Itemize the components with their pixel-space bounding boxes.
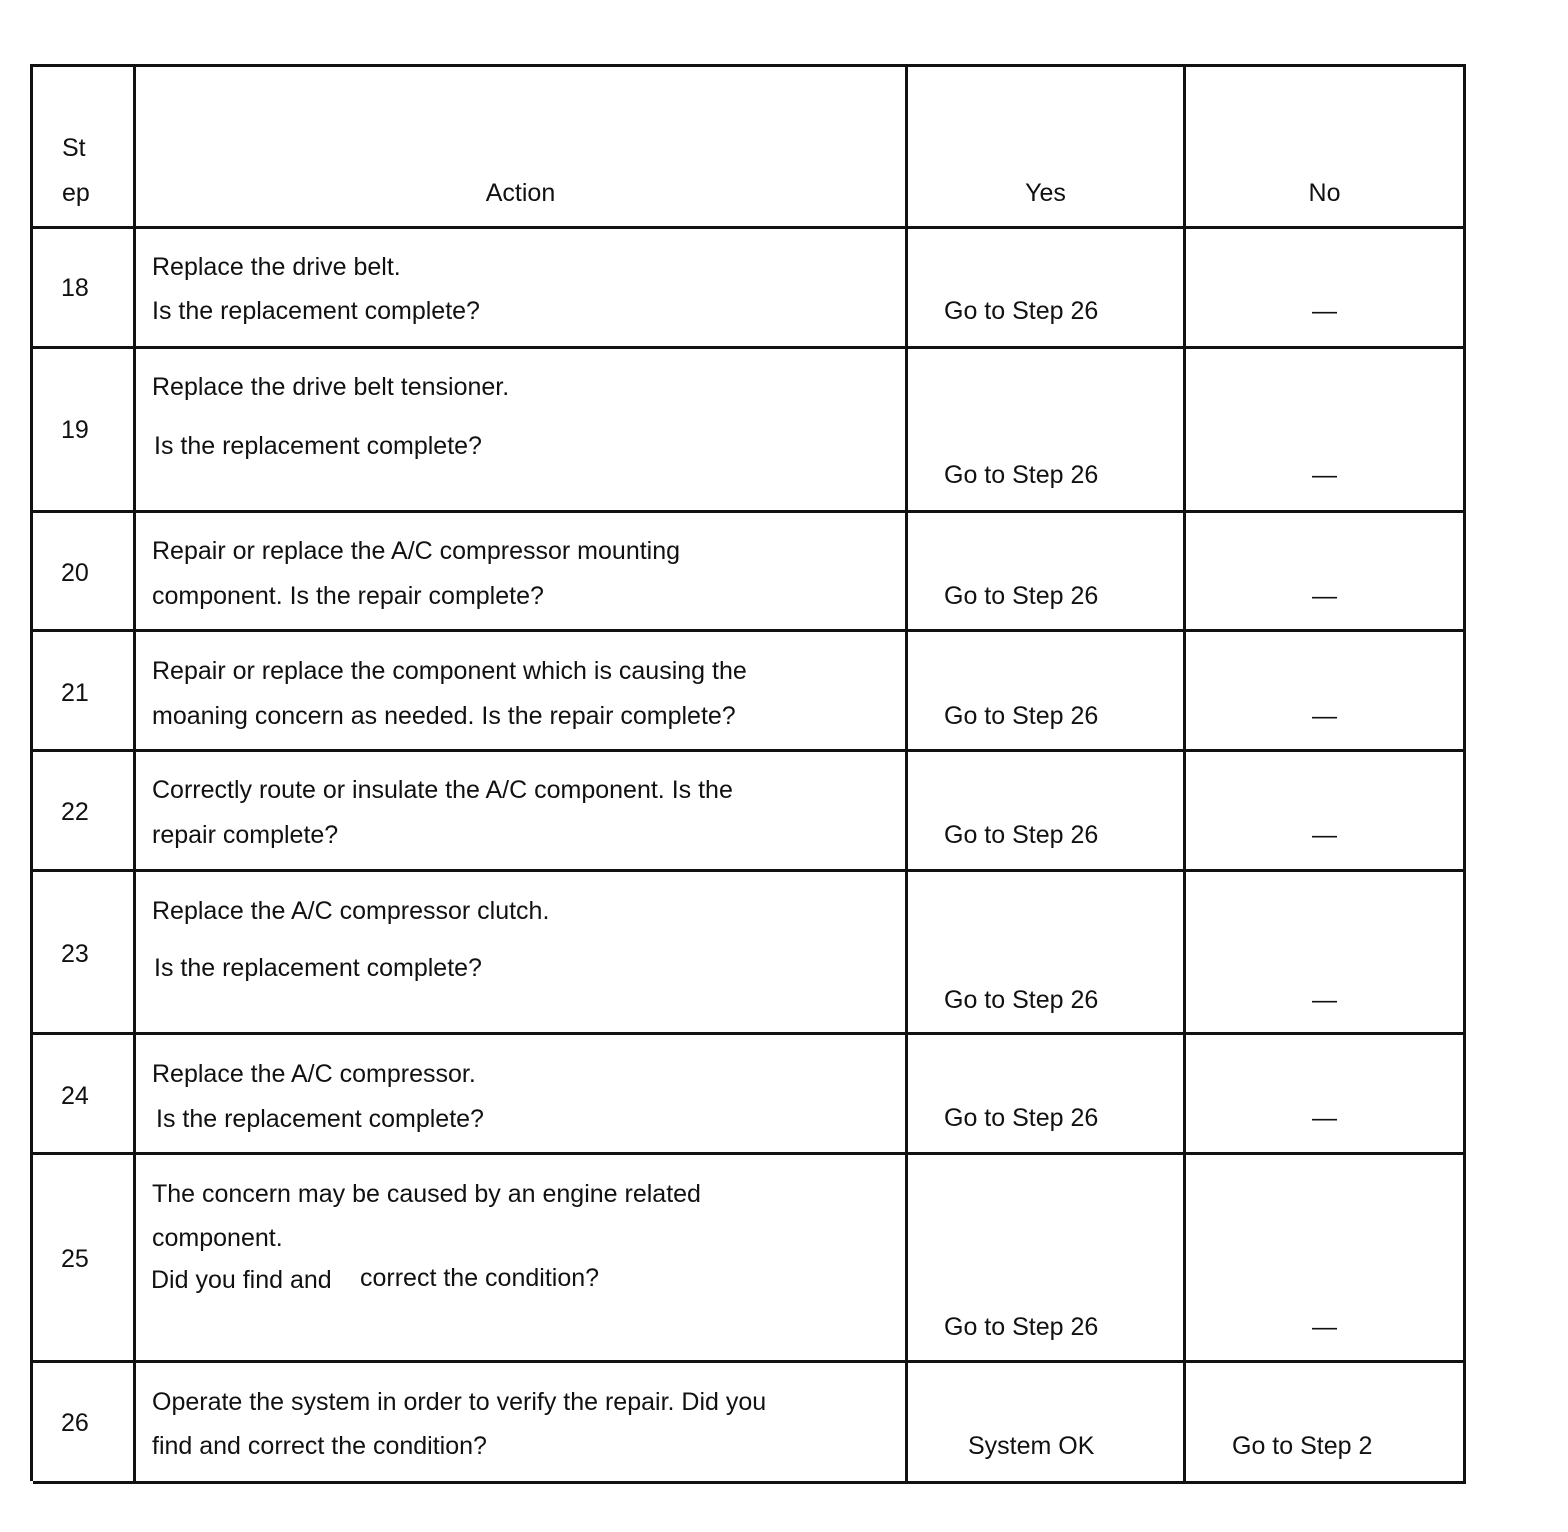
action-text-line: Is the replacement complete? — [152, 297, 480, 325]
no-cell — [1186, 1363, 1466, 1484]
action-text-line: Repair or replace the A/C compressor mounting — [152, 537, 681, 565]
step-number: 25 — [61, 1245, 89, 1273]
header-step-cell — [33, 67, 136, 229]
no-cell — [1186, 229, 1466, 349]
yes-result: Go to Step 26 — [944, 1104, 1099, 1132]
step-cell — [33, 752, 136, 872]
yes-cell — [908, 513, 1186, 632]
yes-result: Go to Step 26 — [944, 582, 1099, 610]
header-step-label-line1: St — [62, 134, 86, 162]
action-text-line: Operate the system in order to verify the repair. Did you — [152, 1388, 767, 1416]
action-text-line: find and correct the condition? — [152, 1432, 487, 1460]
no-result: — — [1312, 821, 1337, 849]
yes-cell — [908, 1363, 1186, 1484]
action-text-line: Is the replacement complete? — [154, 432, 482, 460]
step-number: 21 — [61, 679, 89, 707]
no-result: — — [1312, 582, 1337, 610]
action-text-line: Is the replacement complete? — [156, 1105, 484, 1133]
step-cell — [33, 1363, 136, 1484]
action-text-line: Did you find and — [151, 1266, 332, 1294]
no-cell — [1186, 513, 1466, 632]
action-cell — [136, 229, 908, 349]
step-cell — [33, 1035, 136, 1155]
step-cell — [33, 1155, 136, 1363]
action-text-line: Replace the drive belt tensioner. — [152, 373, 510, 401]
action-text-line: component. Is the repair complete? — [152, 582, 544, 610]
header-no-label: No — [1308, 179, 1341, 207]
step-number: 20 — [61, 559, 89, 587]
header-action-label: Action — [485, 179, 556, 207]
action-text-line: Replace the drive belt. — [152, 253, 401, 281]
step-number: 22 — [61, 798, 89, 826]
no-result: — — [1312, 1104, 1337, 1132]
no-result: Go to Step 2 — [1232, 1432, 1373, 1460]
header-yes-cell — [908, 67, 1186, 229]
action-cell — [136, 349, 908, 513]
yes-cell — [908, 752, 1186, 872]
yes-result: Go to Step 26 — [944, 821, 1099, 849]
yes-result: Go to Step 26 — [944, 702, 1099, 730]
yes-cell — [908, 872, 1186, 1035]
no-cell — [1186, 1155, 1466, 1363]
no-cell — [1186, 1035, 1466, 1155]
action-cell — [136, 1155, 908, 1363]
no-result: — — [1312, 1313, 1337, 1341]
yes-cell — [908, 349, 1186, 513]
action-cell — [136, 1035, 908, 1155]
action-cell — [136, 1363, 908, 1484]
action-cell — [136, 513, 908, 632]
step-number: 26 — [61, 1409, 89, 1437]
step-number: 19 — [61, 416, 89, 444]
action-text-line: Correctly route or insulate the A/C component. Is the — [152, 776, 733, 804]
yes-cell — [908, 632, 1186, 752]
yes-cell — [908, 1035, 1186, 1155]
action-text-line: moaning concern as needed. Is the repair complete? — [152, 702, 736, 730]
action-text-line: repair complete? — [152, 821, 339, 849]
no-cell — [1186, 632, 1466, 752]
troubleshooting-table — [30, 64, 1466, 1481]
action-cell — [136, 752, 908, 872]
action-cell — [136, 632, 908, 752]
step-cell — [33, 349, 136, 513]
action-text-line: Is the replacement complete? — [154, 954, 482, 982]
action-text-line: component. — [152, 1224, 283, 1252]
step-number: 23 — [61, 940, 89, 968]
no-cell — [1186, 872, 1466, 1035]
header-action-cell — [136, 67, 908, 229]
yes-cell — [908, 229, 1186, 349]
no-cell — [1186, 752, 1466, 872]
no-result: — — [1312, 297, 1337, 325]
no-result: — — [1312, 702, 1337, 730]
step-cell — [33, 632, 136, 752]
step-number: 24 — [61, 1082, 89, 1110]
header-step-label-line2: ep — [62, 179, 90, 207]
action-cell — [136, 872, 908, 1035]
step-cell — [33, 229, 136, 349]
header-yes-label: Yes — [1025, 179, 1066, 207]
yes-result: Go to Step 26 — [944, 986, 1099, 1014]
step-number: 18 — [61, 274, 89, 302]
yes-result: Go to Step 26 — [944, 461, 1099, 489]
yes-cell — [908, 1155, 1186, 1363]
yes-result: Go to Step 26 — [944, 297, 1099, 325]
no-result: — — [1312, 986, 1337, 1014]
action-text-line: The concern may be caused by an engine related — [152, 1180, 701, 1208]
no-cell — [1186, 349, 1466, 513]
header-no-cell — [1186, 67, 1466, 229]
step-cell — [33, 872, 136, 1035]
action-text-line: Repair or replace the component which is causing the — [152, 657, 747, 685]
action-text-line: Replace the A/C compressor clutch. — [152, 897, 550, 925]
yes-result: Go to Step 26 — [944, 1313, 1099, 1341]
yes-result: System OK — [968, 1432, 1095, 1460]
step-cell — [33, 513, 136, 632]
action-text-line: correct the condition? — [360, 1264, 600, 1292]
no-result: — — [1312, 461, 1337, 489]
action-text-line: Replace the A/C compressor. — [152, 1060, 476, 1088]
